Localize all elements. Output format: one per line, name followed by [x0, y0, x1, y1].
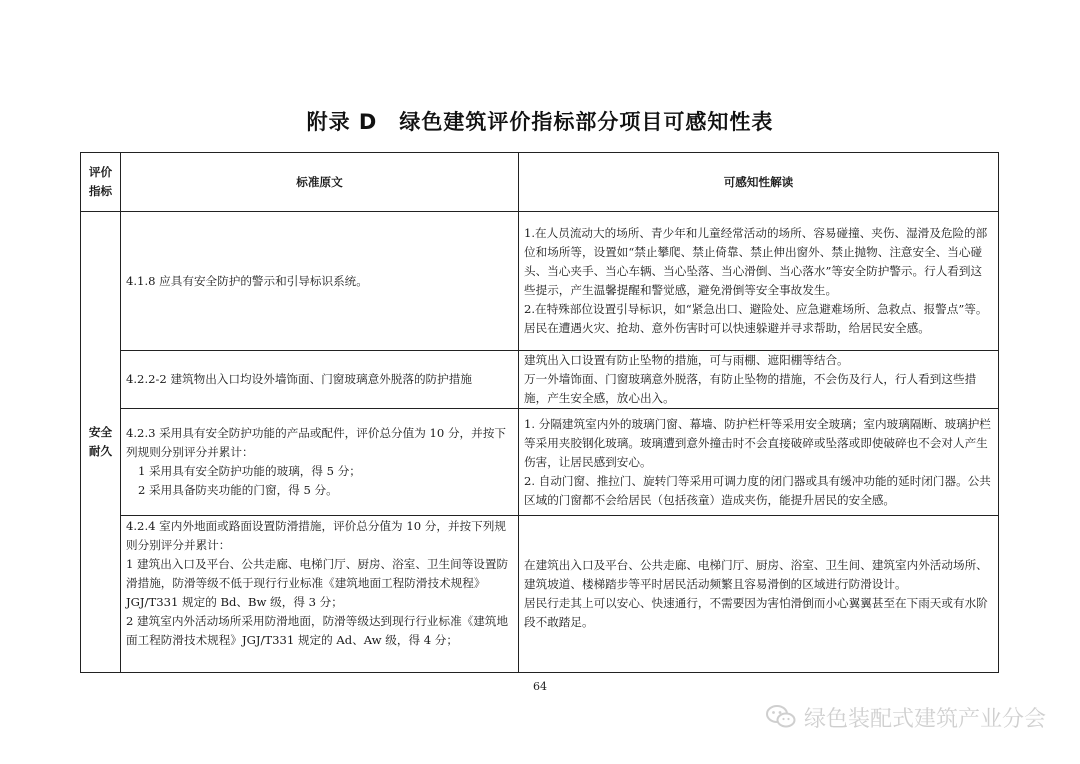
table-row — [81, 212, 999, 351]
interpretation-cell — [519, 351, 999, 409]
watermark-text: 绿色装配式建筑产业分会 — [803, 706, 1046, 732]
header-interpretation: 可感知性解读 — [519, 153, 999, 212]
interpretation-cell — [519, 212, 999, 351]
interpretation-cell — [519, 516, 999, 673]
interpretation-text: 万一外墙饰面、门窗玻璃意外脱落，有防止坠物的措施，不会伤及行人，行人看到这些措施，产生安全感，放心出入。 — [524, 372, 977, 405]
table-row — [81, 516, 999, 673]
table-header-row — [81, 153, 999, 212]
page-number: 64 — [533, 680, 547, 693]
standard-text: 2 采用具备防夹功能的门窗，得 5 分。 — [138, 483, 338, 497]
table-row — [81, 351, 999, 409]
interpretation-text: 居民行走其上可以安心、快速通行，不需要因为害怕滑倒而小心翼翼甚至在下雨天或有水阶段不敢踏足。 — [524, 596, 988, 629]
perceptibility-table — [80, 152, 999, 673]
standard-cell — [121, 516, 519, 673]
standard-text: 4.2.3 采用具有安全防护功能的产品或配件，评价总分值为 10 分，并按下列规则分别评分并累计： — [126, 426, 506, 459]
interpretation-text: 建筑出入口设置有防止坠物的措施，可与雨棚、遮阳棚等结合。 — [524, 353, 849, 367]
interpretation-text: 1.在人员流动大的场所、青少年和儿童经常活动的场所、容易碰撞、夹伤、湿滑及危险的部位和场所等，设置如“禁止攀爬、禁止倚靠、禁止伸出窗外、禁止抛物、注意安全、当心碰头、当心夹手、当心车辆、当心坠落、当心滑倒、当心落水”等安全防护警示。行人看到这些提示，产生温馨提醒和警觉感，避免滑倒等安全事故发生。 — [524, 226, 988, 297]
header-indicator-line2: 指标 — [88, 184, 113, 198]
standard-cell — [121, 409, 519, 516]
interpretation-text: 1. 分隔建筑室内外的玻璃门窗、幕墙、防护栏杆等采用安全玻璃；室内玻璃隔断、玻璃护栏等采用夹胶钢化玻璃。玻璃遭到意外撞击时不会直接破碎或坠落或即使破碎也不会对人产生伤害，让居民感到安心。 — [524, 416, 991, 469]
wechat-icon — [766, 704, 796, 730]
interpretation-cell — [519, 409, 999, 516]
standard-cell — [121, 351, 519, 409]
interpretation-text: 2. 自动门窗、推拉门、旋转门等采用可调力度的闭门器或具有缓冲功能的延时闭门器。公共区域的门窗都不会给居民（包括孩童）造成夹伤，能提升居民的安全感。 — [524, 473, 991, 507]
header-standard: 标准原文 — [121, 153, 519, 212]
indicator-line1: 安全 — [88, 425, 113, 439]
standard-text: 2 建筑室内外活动场所采用防滑地面，防滑等级达到现行行业标准《建筑地面工程防滑技术规程》JGJ/T331 规定的 Ad、Aw 级，得 4 分； — [126, 614, 509, 647]
page-title: 附录 D 绿色建筑评价指标部分项目可感知性表 — [306, 110, 774, 134]
indicator-line2: 耐久 — [88, 444, 113, 458]
standard-cell — [121, 212, 519, 351]
header-indicator-line1: 评价 — [88, 165, 113, 179]
table-row — [81, 409, 999, 516]
watermark — [766, 700, 1046, 734]
standard-text: 4.2.4 室内外地面或路面设置防滑措施，评价总分值为 10 分，并按下列规则分别评分并累计： — [126, 519, 506, 552]
standard-text: 4.2.2-2 建筑物出入口均设外墙饰面、门窗玻璃意外脱落的防护措施 — [126, 372, 472, 386]
interpretation-text: 在建筑出入口及平台、公共走廊、电梯门厅、厨房、浴室、卫生间、建筑室内外活动场所、建筑坡道、楼梯踏步等平时居民活动频繁且容易滑倒的区域进行防滑设计。 — [524, 558, 988, 591]
header-indicator — [81, 153, 121, 212]
interpretation-text: 2.在特殊部位设置引导标识，如“紧急出口、避险处、应急避难场所、急救点、报警点”等。居民在遭遇火灾、抢劫、意外伤害时可以快速躲避并寻求帮助，给居民安全感。 — [524, 302, 988, 335]
standard-text: 1 建筑出入口及平台、公共走廊、电梯门厅、厨房、浴室、卫生间等设置防滑措施，防滑等级不低于现行行业标准《建筑地面工程防滑技术规程》JGJ/T331 规定的 Bd、Bw 级，得 3 分； — [126, 557, 509, 609]
indicator-cell — [81, 212, 121, 673]
standard-text: 1 采用具有安全防护功能的玻璃，得 5 分； — [138, 464, 361, 478]
standard-text: 4.1.8 应具有安全防护的警示和引导标识系统。 — [126, 273, 368, 288]
